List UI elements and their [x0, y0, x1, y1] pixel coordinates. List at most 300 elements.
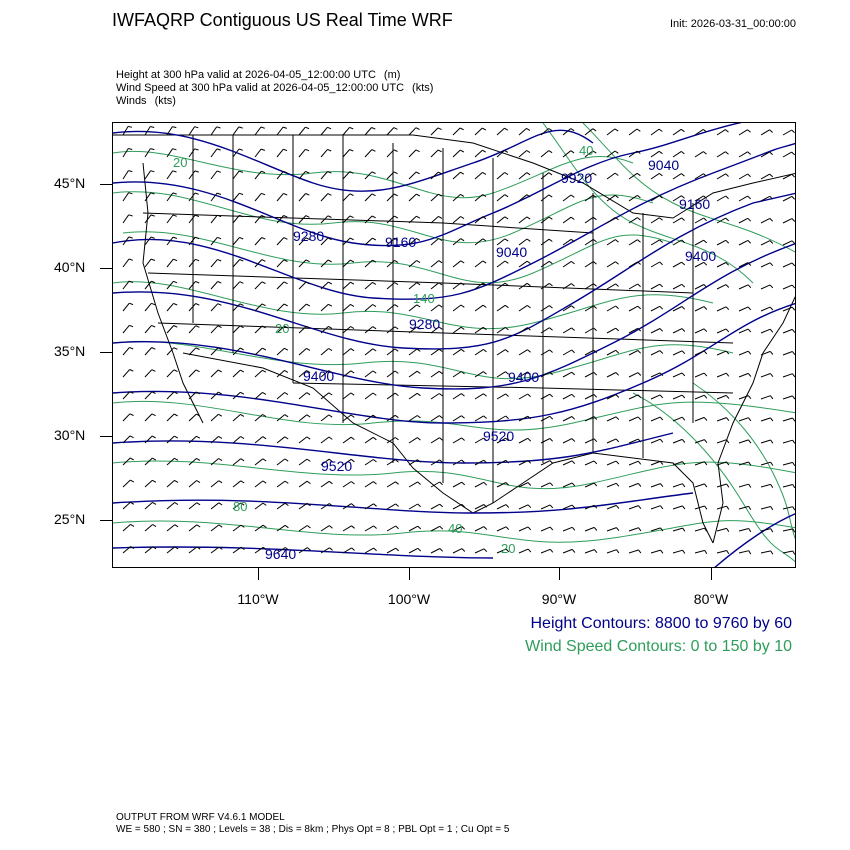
model-info — [116, 812, 509, 836]
wind-barb — [563, 195, 571, 201]
wind-barb-flag — [461, 394, 464, 397]
wind-barb-flag — [792, 263, 795, 266]
wind-barb-flag — [374, 504, 377, 507]
wind-barb — [563, 549, 572, 553]
wind-barb — [409, 482, 418, 487]
speed-label: 140 — [413, 291, 435, 306]
wind-barb-flag — [373, 349, 376, 351]
wind-barb-flag — [527, 283, 530, 285]
wind-barb-flag — [792, 285, 795, 288]
wind-barb — [167, 525, 175, 531]
wind-barb — [475, 482, 484, 487]
wind-barb — [629, 461, 638, 465]
wind-barb — [431, 371, 439, 377]
wind-barb-flag — [682, 395, 685, 398]
lon-tick — [258, 568, 259, 580]
wind-barb-flag — [484, 549, 487, 552]
wind-barb-flag — [483, 261, 486, 263]
wind-barb — [299, 326, 306, 333]
wind-barb-flag — [372, 216, 376, 218]
wind-barb — [365, 437, 373, 443]
wind-barb — [321, 172, 328, 180]
wind-barb-flag — [461, 349, 464, 351]
wind-barb — [387, 393, 395, 399]
wind-barb — [277, 149, 283, 157]
wind-barb — [255, 503, 263, 509]
wind-barb-flag — [660, 395, 663, 398]
wind-barb — [673, 484, 682, 487]
state-border — [148, 273, 693, 293]
wind-barb-flag — [505, 217, 508, 219]
wind-barb-flag — [350, 194, 354, 196]
wind-barb — [783, 130, 792, 135]
wind-barb-flag — [151, 237, 155, 238]
wind-barb — [717, 174, 726, 179]
wind-barb — [651, 395, 660, 399]
wind-barb-flag — [329, 326, 332, 328]
wind-barb — [761, 396, 770, 399]
wind-barb-flag — [196, 436, 200, 438]
wind-barb-flag — [483, 239, 486, 241]
wind-barb-flag — [771, 418, 773, 421]
wind-barb — [695, 329, 704, 333]
wind-barb — [167, 547, 175, 553]
wind-barb — [255, 282, 262, 289]
wind-barb-flag — [152, 414, 156, 416]
wind-barb-flag — [770, 374, 773, 377]
wind-barb-flag — [571, 261, 574, 264]
wind-barb-flag — [461, 217, 464, 219]
wind-barb-flag — [792, 152, 795, 155]
wind-barb-flag — [461, 327, 464, 329]
wind-barb-flag — [351, 393, 354, 395]
wind-barb-flag — [439, 261, 442, 263]
wind-barb — [585, 239, 593, 245]
wind-barb — [739, 152, 748, 157]
wind-barb — [783, 440, 793, 443]
wind-barb-flag — [263, 481, 266, 483]
wind-barb — [783, 374, 792, 377]
height-contour — [113, 493, 693, 513]
wind-barb — [387, 349, 395, 355]
wind-barb — [321, 149, 328, 157]
wind-barb-flag — [704, 351, 707, 354]
wind-barb-flag — [484, 482, 487, 485]
lat-label-25: 25°N — [54, 511, 86, 527]
wind-barb-flag — [394, 216, 398, 218]
wind-barb — [233, 525, 241, 531]
wind-barb-flag — [615, 173, 618, 175]
wind-barb-flag — [550, 549, 553, 552]
wind-barb — [409, 504, 418, 509]
wind-barb — [651, 218, 660, 223]
wind-barb-flag — [351, 437, 354, 439]
wind-barb — [189, 127, 195, 135]
wind-barb-flag — [285, 415, 288, 417]
wind-barb-flag — [727, 506, 729, 509]
wind-barb-flag — [572, 394, 575, 397]
wind-barb — [365, 349, 373, 355]
wind-barb — [233, 459, 241, 465]
wind-barb-flag — [372, 128, 376, 130]
wind-barb-flag — [726, 152, 729, 155]
wind-barb — [431, 283, 439, 289]
height-label: 9640 — [265, 546, 297, 562]
wind-barb-flag — [351, 504, 354, 507]
wind-barb — [519, 350, 528, 355]
wind-barb-flag — [549, 151, 552, 153]
wind-barb-flag — [284, 304, 288, 306]
wind-barb-flag — [505, 195, 508, 197]
wind-barb-flag — [727, 551, 729, 554]
wind-barb — [343, 482, 351, 488]
wind-barb-flag — [440, 549, 443, 552]
lat-label-45: 45°N — [54, 175, 86, 191]
wind-barb-flag — [638, 417, 641, 420]
wind-barb-flag — [528, 350, 531, 353]
wind-barb — [541, 283, 549, 289]
wind-barb-flag — [571, 129, 574, 131]
wind-barb — [651, 461, 660, 465]
wind-barb — [497, 261, 505, 267]
wind-barb-flag — [748, 130, 751, 133]
wind-barb-flag — [438, 150, 442, 152]
wind-barb — [321, 194, 328, 201]
wind-barb — [475, 394, 484, 399]
wind-barb-flag — [617, 550, 619, 553]
wind-barb-flag — [748, 329, 751, 332]
wind-barb — [629, 483, 638, 487]
wind-barb — [299, 304, 306, 311]
wind-barb — [145, 525, 153, 532]
wind-barb-flag — [417, 371, 420, 373]
wind-barb-flag — [704, 395, 707, 398]
height-contour-legend: Height Contours: 8800 to 9760 by 60 — [530, 615, 792, 632]
wind-barb — [453, 128, 460, 135]
wind-barb — [189, 481, 197, 488]
wind-barb-flag — [241, 459, 244, 461]
wind-barb-flag — [660, 262, 663, 265]
wind-barb — [189, 149, 195, 157]
wind-barb — [739, 351, 748, 355]
wind-barb-flag — [218, 414, 222, 416]
height-label: 9160 — [385, 234, 417, 250]
wind-barb — [343, 304, 351, 311]
wind-barb — [431, 128, 438, 135]
wind-barb — [189, 326, 196, 333]
wind-barb — [409, 150, 416, 157]
wind-barb-flag — [726, 418, 729, 421]
wind-barb — [277, 238, 284, 245]
wind-barb — [321, 526, 329, 531]
wind-barb-flag — [373, 482, 376, 485]
wind-barb-flag — [306, 171, 310, 173]
wind-barb-flag — [460, 172, 463, 174]
wind-barb — [497, 173, 505, 180]
height-label: 9520 — [483, 428, 515, 444]
wind-barb — [123, 414, 130, 421]
wind-barb-flag — [416, 216, 420, 218]
wind-barb-flag — [572, 417, 575, 420]
wind-barb-flag — [153, 502, 157, 504]
wind-barb — [739, 418, 748, 421]
wind-barb-flag — [195, 259, 199, 261]
wind-barb-flag — [284, 348, 288, 350]
wind-barb-flag — [372, 150, 376, 152]
wind-barb-flag — [130, 502, 134, 504]
wind-barb-flag — [594, 527, 597, 530]
wind-barb-flag — [241, 481, 244, 483]
wind-barb-flag — [770, 152, 773, 155]
wind-barb — [497, 505, 506, 509]
wind-barb — [607, 173, 615, 179]
wind-barb-flag — [261, 193, 265, 195]
wind-barb — [739, 285, 748, 289]
wind-barb — [541, 350, 550, 355]
wind-barb-flag — [572, 461, 575, 464]
wind-barb-flag — [505, 350, 508, 353]
wind-barb-flag — [704, 417, 707, 420]
wind-barb — [321, 481, 329, 487]
wind-barb-flag — [374, 526, 377, 529]
wind-barb — [761, 507, 771, 510]
wind-barb-flag — [704, 373, 707, 376]
wind-barb — [651, 262, 660, 267]
wind-barb — [123, 370, 130, 378]
wind-barb-flag — [174, 303, 178, 305]
wind-barb-flag — [241, 414, 244, 416]
wind-barb-flag — [173, 215, 177, 216]
wind-barb-flag — [748, 196, 751, 199]
wind-barb-flag — [173, 259, 177, 260]
wind-barb-flag — [396, 526, 399, 529]
wind-barb — [233, 171, 239, 179]
wind-barb — [343, 526, 352, 531]
wind-barb-flag — [792, 374, 795, 377]
wind-barb — [739, 307, 748, 311]
wind-barb-flag — [550, 505, 553, 508]
lat-tick — [100, 520, 112, 521]
wind-barb-flag — [461, 305, 464, 307]
wind-barb — [431, 438, 440, 443]
wind-barb-flag — [285, 525, 288, 528]
wind-barb-flag — [307, 459, 310, 461]
wind-barb — [651, 173, 659, 179]
wind-barb-flag — [616, 483, 619, 486]
wind-barb — [189, 547, 197, 553]
wind-barb-flag — [284, 282, 288, 284]
wind-barb-flag — [350, 150, 354, 152]
wind-barb — [761, 263, 770, 267]
wind-barb — [673, 129, 681, 135]
wind-barb — [233, 237, 240, 245]
wind-barb — [343, 437, 351, 443]
wind-barb — [541, 549, 550, 553]
wind-barb — [717, 240, 726, 245]
field-line-wind-speed-text: Wind Speed at 300 hPa valid at 2026-04-05_12:00:00 UTC — [116, 82, 405, 94]
height-contour-labels — [265, 157, 716, 562]
wind-barb — [761, 307, 770, 311]
wind-barb-flag — [373, 460, 376, 462]
wind-barb — [387, 371, 395, 377]
wind-barb — [409, 128, 416, 135]
wind-barb-flag — [263, 437, 266, 439]
wind-barb-flag — [351, 415, 354, 417]
wind-barb-flag — [793, 418, 795, 421]
wind-barb-flag — [704, 440, 707, 443]
wind-barb-flag — [748, 351, 751, 354]
wind-barb-flag — [505, 173, 508, 175]
wind-barb-flag — [307, 548, 310, 551]
wind-barbs — [123, 126, 795, 554]
wind-barb-flag — [373, 305, 376, 307]
wind-barb-flag — [151, 303, 155, 305]
wind-barb-flag — [285, 459, 288, 461]
wind-barb-flag — [197, 458, 200, 460]
wind-barb-flag — [638, 506, 641, 509]
wind-barb — [607, 528, 616, 531]
wind-barb — [519, 305, 527, 311]
speed-label: 20 — [501, 541, 516, 556]
wind-barb — [717, 551, 727, 554]
wind-barb-flag — [704, 307, 707, 310]
wind-barb — [343, 172, 350, 179]
wind-barb — [673, 439, 682, 443]
wind-barb-flag — [549, 261, 552, 263]
wind-barb — [475, 128, 482, 135]
wind-barb-flag — [130, 458, 134, 460]
wind-barb — [233, 260, 240, 268]
wind-barb — [541, 151, 549, 157]
wind-barb — [761, 285, 770, 289]
wind-barb-flag — [726, 395, 729, 398]
wind-barb — [651, 240, 660, 245]
wind-barb — [761, 130, 770, 135]
wind-barb — [651, 129, 659, 135]
wind-barb — [695, 484, 705, 487]
state-border — [158, 323, 733, 343]
lon-tick — [409, 568, 410, 580]
wind-barb-flag — [130, 436, 134, 438]
wind-barb-flag — [550, 527, 553, 530]
wind-barb — [431, 504, 440, 509]
height-label: 9040 — [648, 157, 680, 173]
speed-label: 20 — [275, 321, 290, 336]
wind-barb — [717, 484, 727, 487]
wind-barb-flag — [659, 151, 662, 153]
wind-barb-flag — [461, 239, 464, 241]
height-contour — [113, 123, 796, 246]
wind-barb-flag — [175, 503, 178, 505]
field-line-wind-speed-unit: (kts) — [412, 82, 434, 94]
wind-barb-flag — [352, 526, 355, 529]
wind-barb — [519, 328, 527, 333]
height-contour — [113, 547, 493, 558]
wind-barb-flag — [372, 194, 376, 196]
wind-barb-flag — [417, 438, 420, 441]
wind-barb-flag — [660, 351, 663, 354]
wind-barb — [387, 526, 396, 531]
wind-barb — [145, 259, 151, 267]
wind-barb-flag — [350, 238, 354, 240]
wind-barb — [783, 352, 792, 356]
wind-barb-flag — [483, 305, 486, 307]
wind-barb — [145, 325, 152, 333]
wind-barb-flag — [305, 149, 309, 151]
wind-barb — [189, 503, 197, 509]
wind-barb-flag — [239, 193, 243, 194]
wind-barb-flag — [396, 504, 399, 507]
wind-barb — [497, 350, 505, 355]
wind-barb-flag — [681, 151, 684, 154]
wind-barb-flag — [283, 127, 287, 128]
wind-barb-flag — [150, 127, 154, 128]
wind-barb-flag — [460, 150, 464, 152]
wind-barb-flag — [549, 283, 552, 286]
wind-barb-flag — [195, 193, 199, 194]
model-info-line2: WE = 580 ; SN = 380 ; Levels = 38 ; Dis = 8km ; Phys Opt = 8 ; PBL Opt = 1 ; Cu Opt = 5 — [116, 824, 510, 835]
wind-barb-flag — [240, 392, 244, 394]
wind-barb-flag — [372, 238, 376, 240]
wind-barb-flag — [638, 483, 641, 486]
speed-label: 40 — [579, 143, 594, 158]
wind-barb-flag — [792, 241, 795, 244]
wind-barb-flag — [196, 281, 200, 283]
wind-barb-flag — [351, 482, 354, 485]
wind-barb-flag — [748, 285, 751, 288]
wind-barb-flag — [793, 507, 795, 510]
wind-barb-flag — [638, 240, 641, 243]
wind-barb-flag — [704, 240, 707, 243]
wind-barb — [255, 149, 261, 157]
wind-barb-flag — [261, 171, 265, 172]
wind-barb — [717, 373, 726, 377]
wind-barb-flag — [660, 506, 663, 509]
wind-barb — [123, 259, 129, 267]
wind-barb — [651, 506, 660, 509]
wind-barb-flag — [792, 196, 795, 199]
wind-barb-flag — [593, 239, 596, 242]
state-border — [143, 213, 593, 233]
field-line-winds-text: Winds — [116, 95, 147, 107]
wind-barb-flag — [439, 416, 442, 419]
wind-barb-flag — [197, 481, 200, 483]
wind-barb — [585, 262, 593, 267]
wind-barb-flag — [218, 282, 222, 284]
wind-barb — [607, 439, 616, 443]
wind-barb — [519, 394, 528, 399]
wind-barb — [585, 217, 593, 223]
wind-barb — [123, 126, 128, 135]
wind-barb-flag — [638, 461, 641, 464]
wind-barb-flag — [283, 149, 287, 150]
wind-barb-flag — [594, 328, 597, 331]
wind-barb — [695, 218, 704, 223]
wind-barb-flag — [748, 396, 751, 399]
wind-barb-flag — [128, 171, 132, 172]
wind-barb-flag — [703, 152, 706, 155]
height-label: 9920 — [561, 170, 593, 186]
wind-barb-flag — [792, 329, 795, 332]
wind-barb — [629, 550, 639, 553]
wind-barb — [739, 130, 748, 135]
wind-barb — [167, 259, 173, 267]
wind-barb — [607, 328, 616, 333]
wind-barb-flag — [681, 174, 684, 177]
wind-barb-flag — [395, 349, 398, 351]
wind-barb-flag — [328, 216, 332, 218]
wind-barb-flag — [461, 194, 464, 196]
